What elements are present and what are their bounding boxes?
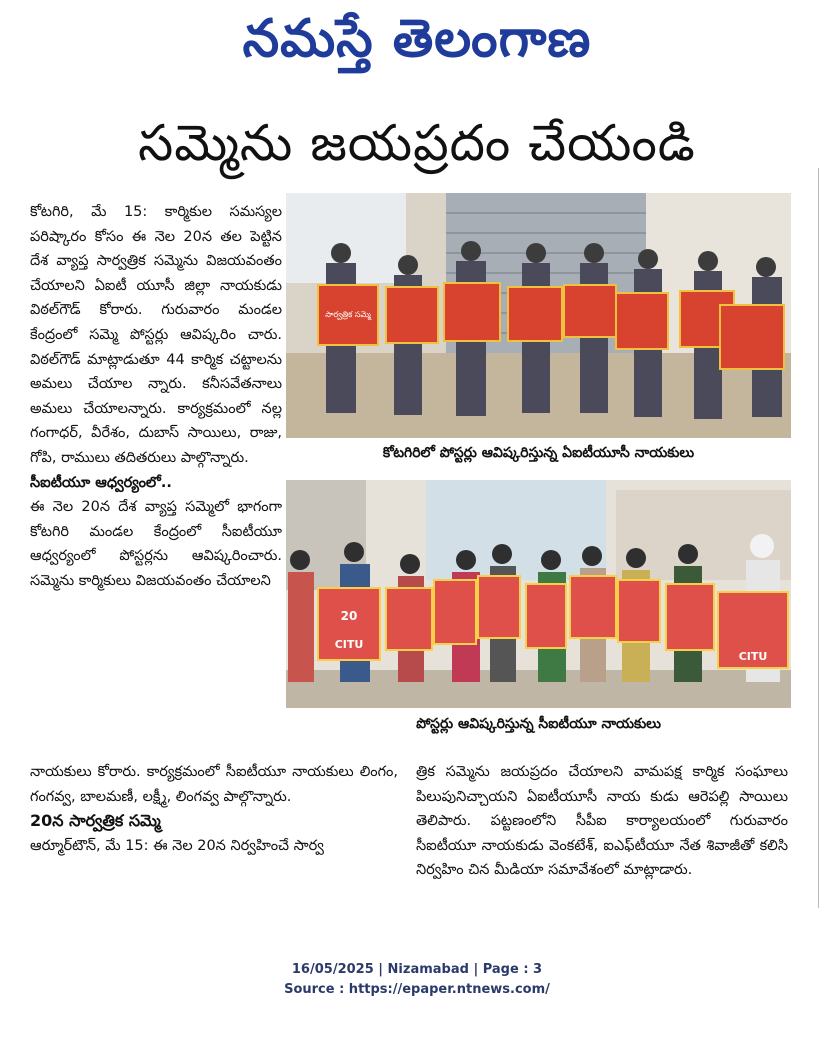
second-article-text: ఆర్మూర్‌టౌన్, మే 15: ఈ నెల 20న నిర్వహించే సార్వ — [30, 837, 324, 854]
photo-illustration — [286, 480, 791, 708]
poster-citu-label: CITU — [738, 650, 768, 663]
photo-citu-leaders — [286, 480, 791, 708]
caption-text: కోటగిరిలో పోస్టర్లు ఆవిష్కరిస్తున్న ఏఐటీయూసీ నాయకులు — [382, 445, 695, 461]
photo-caption — [286, 443, 791, 463]
poster-citu-label: CITU — [334, 638, 364, 651]
photo-aituc-leaders — [286, 193, 791, 438]
article-headline: సమ్మెను జయప్రదం చేయండి — [138, 114, 696, 172]
article-continuation — [30, 760, 398, 858]
second-article-heading: 20న సార్వత్రిక సమ్మె — [30, 811, 161, 831]
article-left-column — [30, 200, 282, 594]
article-paragraph: కోటగిరి, మే 15: కార్మికుల సమస్యల పరిష్కారం కోసం ఈ నెల 20న తల పెట్టిన దేశ వ్యాప్త సార్వత్రిక సమ్మెను విజయవంతం చేయాలని ఏఐటీ యూసీ జిల్లా నాయకుడు విఠల్‌గౌడ్ కోరారు. గురువారం మండల కేంద్రంలో సమ్మె పోస్టర్లు ఆవిష్కరిం చారు. విఠల్‌గౌడ్ మాట్లాడుతూ 44 కార్మిక చట్టాలను అమలు చేయాల న్నారు. కనీసవేతనాలు అమలు చేయాలన్నారు. కార్యక్రమంలో నల్ల గంగాధర్, వీరేశం, దుబాస్ సాయిలు, రాజు, గోపి, రాములు తదితరులు పాల్గొన్నారు. — [30, 204, 282, 466]
article-paragraph: నాయకులు కోరారు. కార్యక్రమంలో సీఐటీయూ నాయకులు లింగం, గంగవ్వ, బాలమణీ, లక్ష్మీ, లింగవ్వ పాల్గొన్నారు. — [30, 764, 398, 805]
newspaper-masthead: నమస్తే తెలంగాణ — [242, 9, 592, 69]
footer-source: Source : https://epaper.ntnews.com/ — [284, 982, 550, 997]
photo-caption — [286, 714, 791, 734]
poster-text: సార్వత్రిక సమ్మె — [325, 310, 371, 319]
second-article-text: త్రిక సమ్మెను జయప్రదం చేయాలని వామపక్ష కార్మిక సంఘాలు పిలుపునిచ్చాయని ఏఐటీయూసీ నాయ కుడు ఆరెపల్లి సాయిలు తెలిపారు. పట్టణంలోని సీపీఐ కార్యాలయంలో గురువారం సీఐటీయూ నాయకుడు వెంకటేశ్, ఐఎఫ్‌టీయూ నేత శివాజీతో కలిసి నిర్వహిం చిన మీడియా సమావేశంలో మాట్లాడారు. — [416, 764, 788, 879]
footer-date-edition: 16/05/2025 | Nizamabad | Page : 3 — [291, 962, 543, 977]
poster-number: 20 — [340, 609, 358, 623]
article-paragraph: ఈ నెల 20న దేశ వ్యాప్త సమ్మెలో భాగంగా కోటగిరి మండల కేంద్రంలో సీఐటీయూ ఆధ్వర్యంలో పోస్టర్లను ఆవిష్కరించారు. సమ్మెను కార్మికులు విజయవంతం చేయాలని — [30, 499, 282, 589]
caption-text: పోస్టర్లు ఆవిష్కరిస్తున్న సీఐటీయూ నాయకులు — [416, 716, 661, 732]
photo-illustration — [286, 193, 791, 438]
second-article-column — [416, 760, 788, 883]
article-subheading: సీఐటీయూ ఆధ్వర్యంలో.. — [30, 474, 172, 491]
page-border — [818, 168, 819, 908]
